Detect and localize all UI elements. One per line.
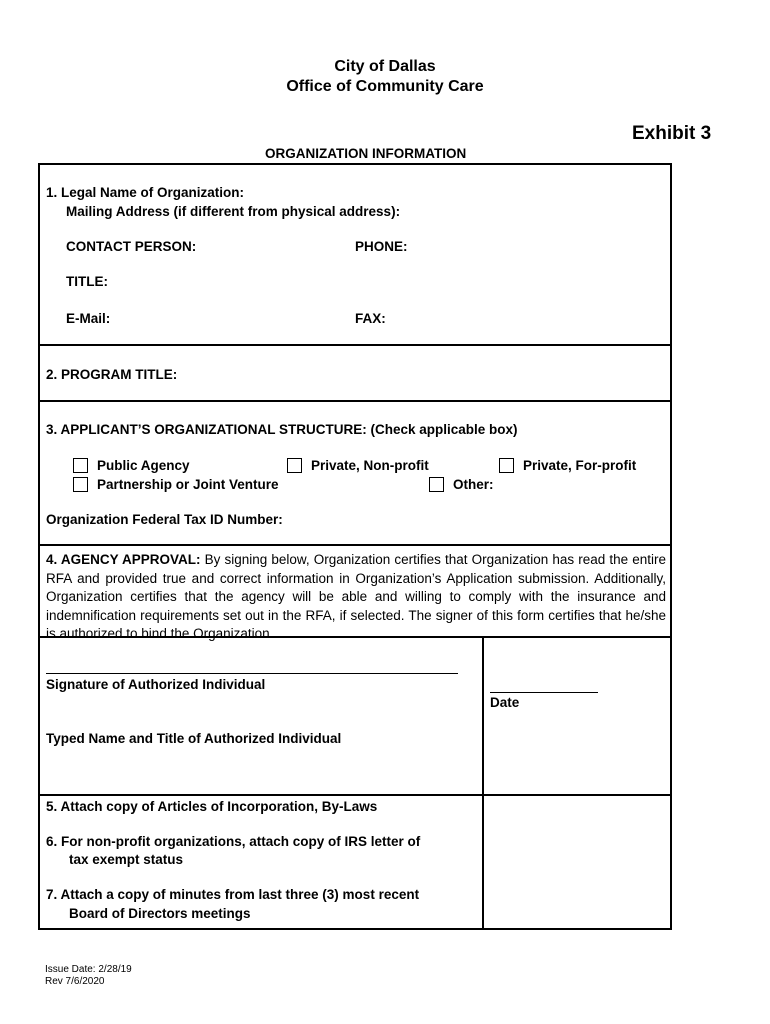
section-organizational-structure	[38, 400, 672, 546]
attachment-item-7-continued: Board of Directors meetings	[69, 906, 251, 921]
public-agency-checkbox[interactable]	[73, 458, 88, 473]
mailing-address-label: Mailing Address (if different from physical address):	[66, 204, 401, 219]
column-divider	[482, 638, 484, 794]
agency-approval-body: By signing below, Organization certifies that Organization has read the entire RFA and provided true and correct information in Organization’s Application submission. Additionally, Organization certifies that the agency will be able and willing to comply with the insurance and indemnification requirements set out in the RFA, if selected. The signer of this form certifies that he/she is authorized to bind the Organization.	[46, 552, 666, 641]
section-signature	[38, 636, 672, 796]
partnership-label: Partnership or Joint Venture	[97, 477, 279, 492]
date-label: Date	[490, 695, 520, 710]
section-program-title	[38, 344, 672, 402]
section-agency-approval	[38, 544, 672, 641]
other-checkbox[interactable]	[429, 477, 444, 492]
contact-person-label: CONTACT PERSON:	[66, 239, 197, 254]
signature-label: Signature of Authorized Individual	[46, 677, 266, 692]
tax-id-label: Organization Federal Tax ID Number:	[46, 512, 283, 527]
phone-label: PHONE:	[355, 239, 408, 254]
section-attachments	[38, 794, 672, 930]
section-organization-contact	[38, 163, 672, 346]
structure-heading: 3. APPLICANT’S ORGANIZATIONAL STRUCTURE: (Check applicable box)	[46, 422, 518, 437]
agency-approval-label: 4. AGENCY APPROVAL:	[46, 552, 201, 567]
revision-date: Rev 7/6/2020	[45, 976, 105, 987]
private-nonprofit-label: Private, Non-profit	[311, 458, 429, 473]
public-agency-label: Public Agency	[97, 458, 190, 473]
issue-date: Issue Date: 2/28/19	[45, 964, 132, 975]
legal-name-label: 1. Legal Name of Organization:	[46, 185, 245, 200]
attachment-item-6: 6. For non-profit organizations, attach copy of IRS letter of	[46, 834, 421, 849]
office-title: Office of Community Care	[286, 78, 484, 95]
attachment-item-7: 7. Attach a copy of minutes from last three (3) most recent	[46, 887, 420, 902]
fax-label: FAX:	[355, 311, 386, 326]
exhibit-label: Exhibit 3	[632, 123, 712, 144]
partnership-checkbox[interactable]	[73, 477, 88, 492]
other-label: Other:	[453, 477, 494, 492]
city-title: City of Dallas	[334, 58, 436, 75]
date-line[interactable]	[490, 692, 598, 693]
private-nonprofit-checkbox[interactable]	[287, 458, 302, 473]
agency-approval-text	[46, 551, 666, 644]
private-forprofit-label: Private, For-profit	[523, 458, 637, 473]
private-forprofit-checkbox[interactable]	[499, 458, 514, 473]
attachment-item-5: 5. Attach copy of Articles of Incorporation, By-Laws	[46, 799, 378, 814]
signature-line[interactable]	[46, 673, 458, 674]
section-title: ORGANIZATION INFORMATION	[265, 146, 467, 161]
attachment-item-6-continued: tax exempt status	[69, 852, 184, 867]
email-label: E-Mail:	[66, 311, 111, 326]
typed-name-label: Typed Name and Title of Authorized Individual	[46, 731, 342, 746]
column-divider	[482, 796, 484, 928]
title-label: TITLE:	[66, 274, 108, 289]
program-title-label: 2. PROGRAM TITLE:	[46, 367, 178, 382]
